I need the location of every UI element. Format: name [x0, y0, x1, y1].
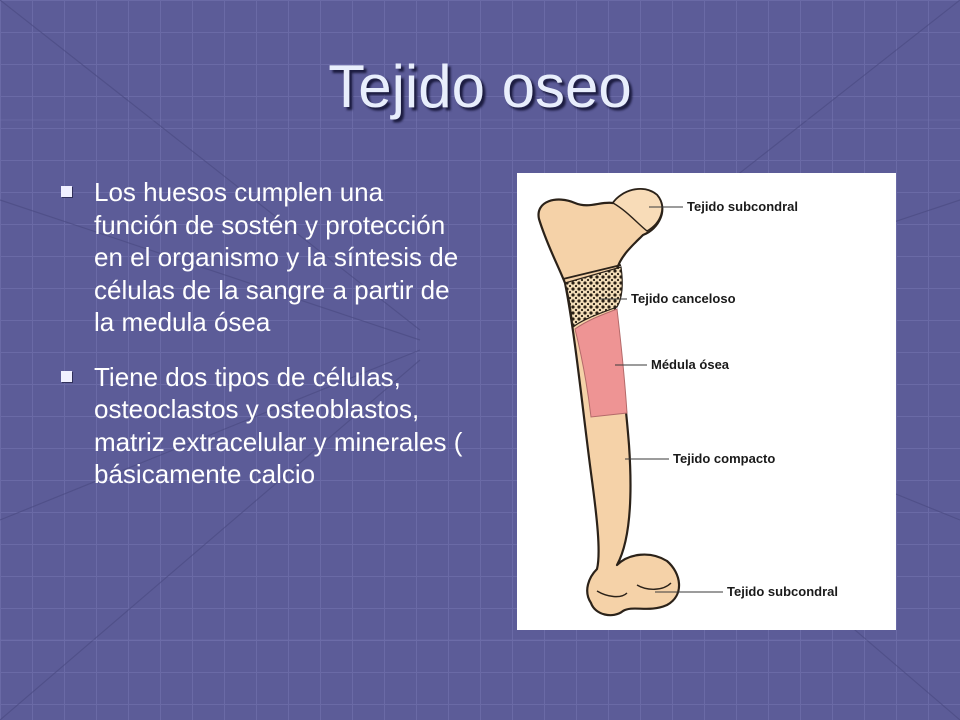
label-compact: Tejido compacto [673, 451, 776, 466]
bullet-list [56, 176, 466, 513]
bullet-text: Tiene dos tipos de células, osteoclastos y osteoblastos, matriz extracelular y minerales ( básicamente calcio [94, 361, 463, 489]
square-bullet-icon [61, 371, 72, 382]
slide-title: Tejido oseo [328, 53, 632, 120]
bone-diagram [517, 173, 896, 630]
bullet-item [56, 361, 466, 491]
label-cancellous: Tejido canceloso [631, 291, 736, 306]
label-subchondral-top: Tejido subcondral [687, 199, 798, 214]
femur-illustration [517, 173, 896, 630]
bullet-item [56, 176, 466, 339]
label-marrow: Médula ósea [651, 357, 730, 372]
label-subchondral-bottom: Tejido subcondral [727, 584, 838, 599]
bullet-text: Los huesos cumplen una función de sostén y protección en el organismo y la síntesis de células de la sangre a partir de la medula ósea [94, 177, 459, 337]
square-bullet-icon [61, 186, 72, 197]
